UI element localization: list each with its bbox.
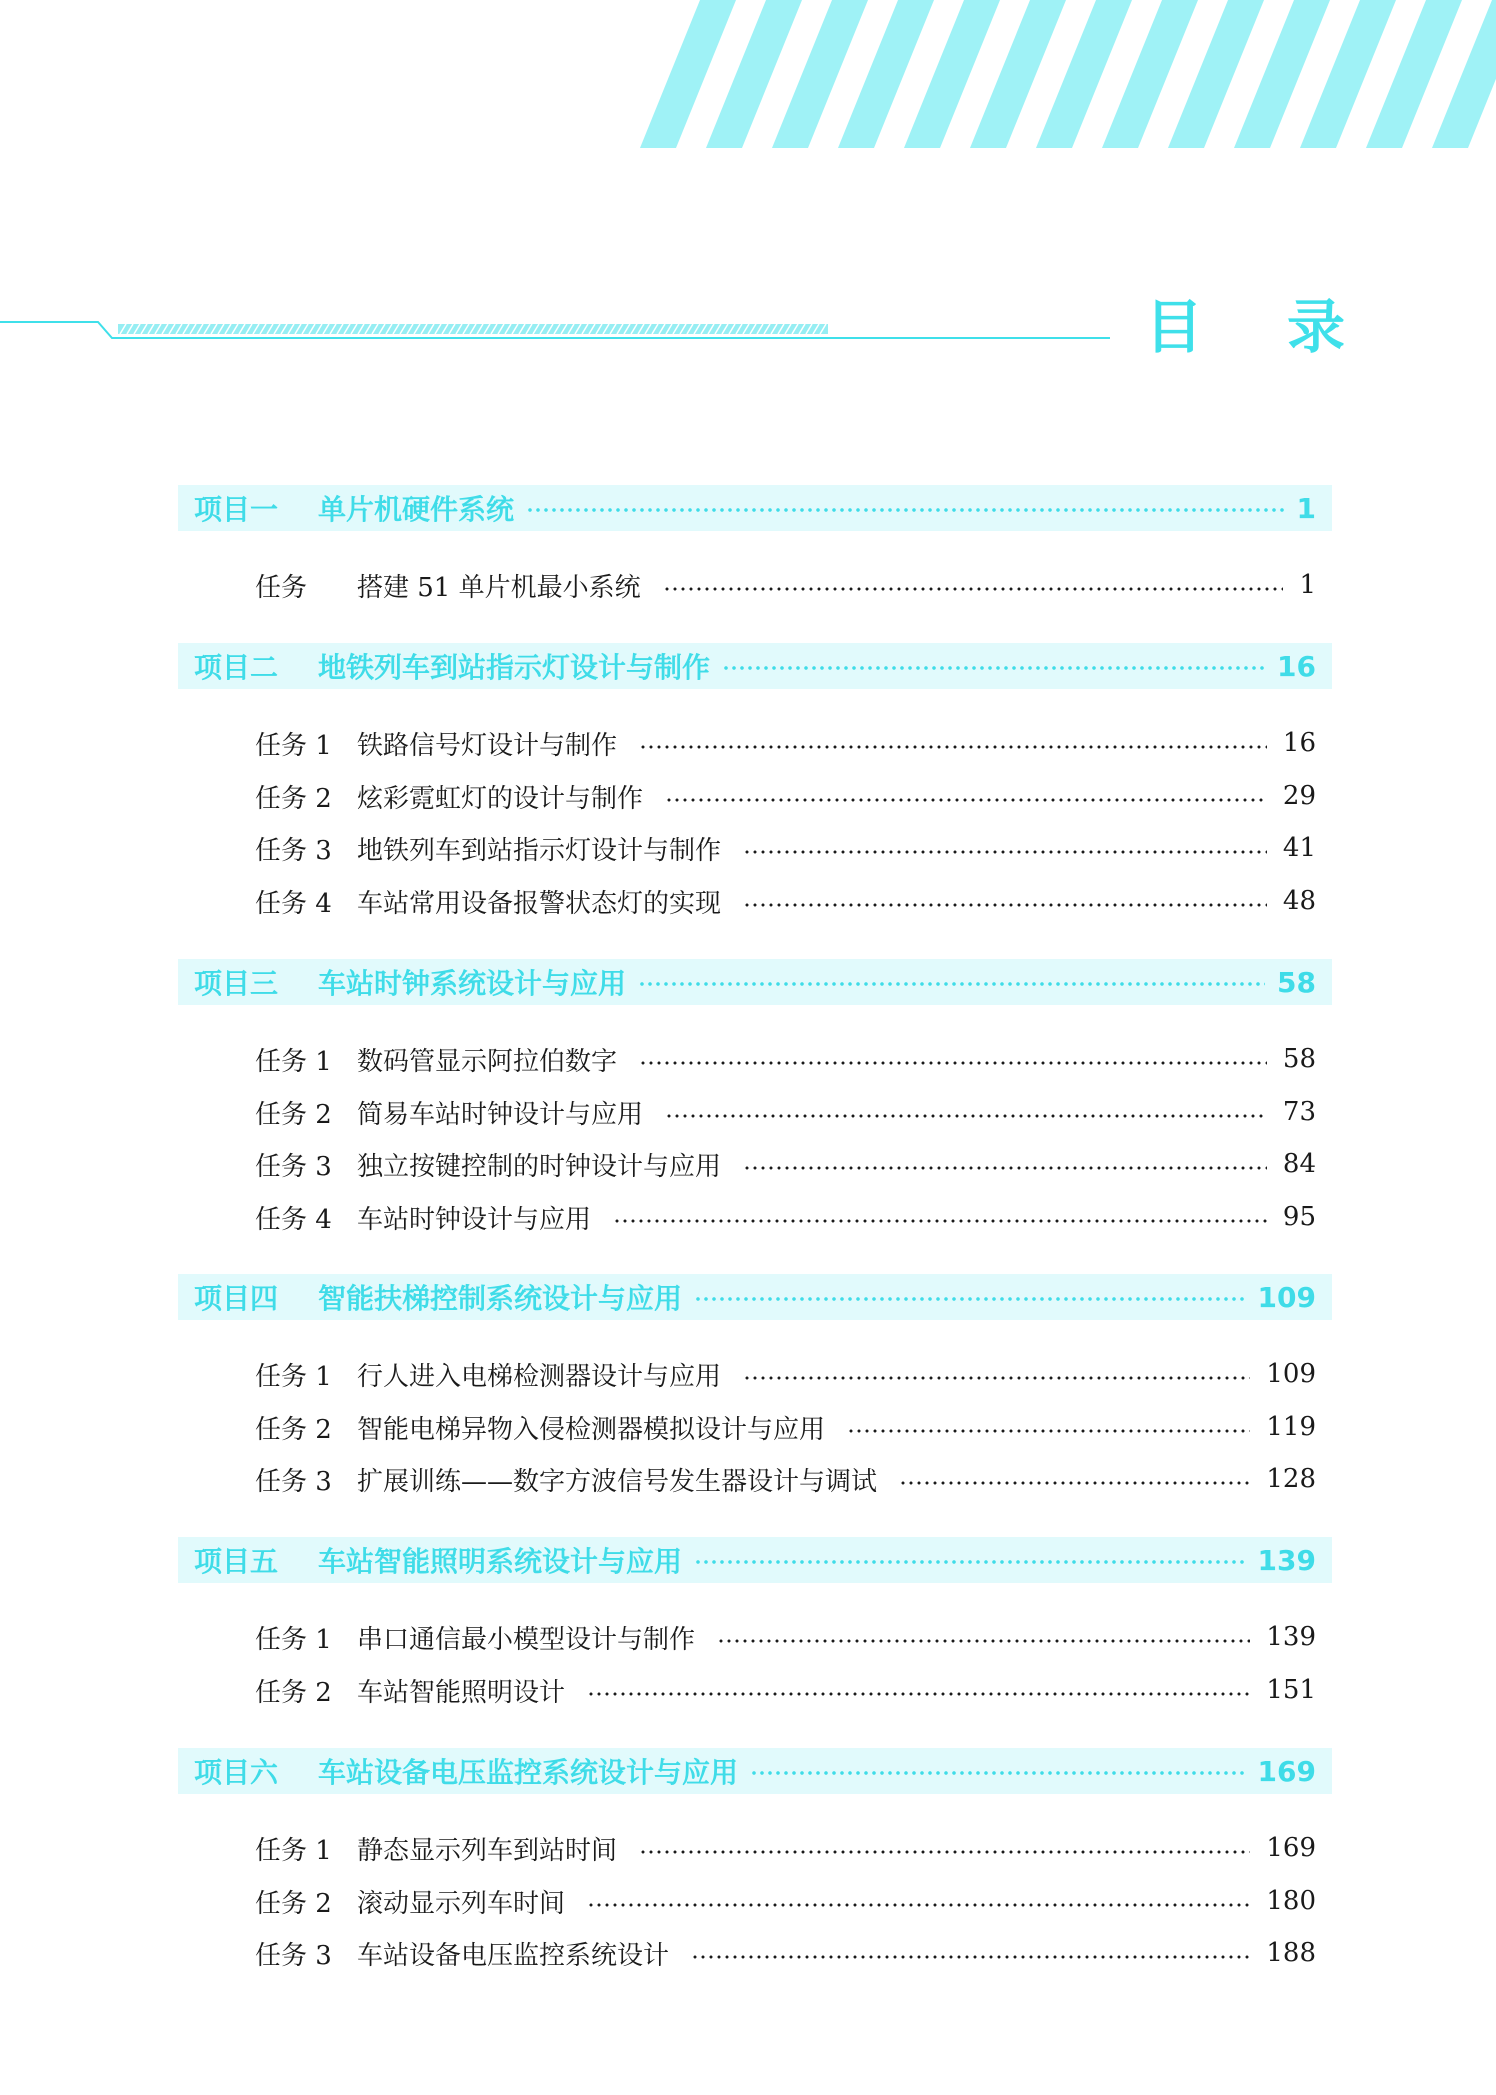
task-number: 任务 3 (255, 1466, 332, 1497)
project-page-number: 139 (1257, 1543, 1316, 1577)
project-number: 项目四 (194, 1282, 279, 1315)
task-title: 数码管显示阿拉伯数字 (357, 1046, 618, 1077)
task-number: 任务 1 (255, 1361, 332, 1392)
task-title: 扩展训练——数字方波信号发生器设计与调试 (357, 1466, 878, 1497)
toc-task-row[interactable] (255, 1092, 1316, 1132)
task-title: 车站设备电压监控系统设计 (357, 1940, 670, 1971)
task-page-number: 151 (1266, 1675, 1316, 1705)
leader-dots (526, 508, 1285, 512)
task-number: 任务 (255, 572, 308, 603)
toc-task-row[interactable] (255, 1617, 1316, 1657)
task-title: 串口通信最小模型设计与制作 (357, 1624, 696, 1655)
task-page-number: 128 (1266, 1464, 1316, 1494)
task-page-number: 16 (1282, 728, 1316, 758)
task-page-number: 95 (1282, 1202, 1316, 1232)
project-number: 项目五 (194, 1545, 279, 1578)
task-title: 简易车站时钟设计与应用 (357, 1099, 644, 1130)
leader-dots (750, 1771, 1246, 1775)
task-page-number: 109 (1266, 1359, 1316, 1389)
leader-dots (743, 903, 1267, 907)
toc-project-row[interactable] (178, 1537, 1332, 1583)
task-title: 铁路信号灯设计与制作 (357, 730, 618, 761)
toc-task-row[interactable] (255, 1881, 1316, 1921)
toc-project-row[interactable] (178, 1274, 1332, 1320)
task-title: 智能电梯异物入侵检测器模拟设计与应用 (357, 1414, 826, 1445)
project-page-number: 169 (1257, 1754, 1316, 1788)
task-page-number: 73 (1282, 1097, 1316, 1127)
leader-dots (587, 1692, 1250, 1696)
task-page-number: 139 (1266, 1622, 1316, 1652)
task-number: 任务 2 (255, 1099, 332, 1130)
toc-task-row[interactable] (255, 1039, 1316, 1079)
toc-title (1145, 292, 1345, 362)
task-number: 任务 4 (255, 1204, 332, 1235)
toc-task-row[interactable] (255, 1459, 1316, 1499)
leader-dots (638, 982, 1265, 986)
toc-title-char: 目 (1145, 293, 1204, 361)
toc-task-row[interactable] (255, 723, 1316, 763)
project-number: 项目一 (194, 493, 279, 526)
leader-dots (691, 1955, 1250, 1959)
task-page-number: 41 (1282, 833, 1316, 863)
task-number: 任务 3 (255, 1940, 332, 1971)
project-title: 车站时钟系统设计与应用 (318, 967, 627, 1000)
toc-task-row[interactable] (255, 1828, 1316, 1868)
task-title: 静态显示列车到站时间 (357, 1835, 618, 1866)
toc-project-row[interactable] (178, 959, 1332, 1005)
task-number: 任务 1 (255, 1624, 332, 1655)
task-title: 滚动显示列车时间 (357, 1888, 566, 1919)
toc-project-row[interactable] (178, 485, 1332, 531)
task-title: 炫彩霓虹灯的设计与制作 (357, 783, 644, 814)
project-page-number: 16 (1277, 649, 1316, 683)
leader-dots (743, 1376, 1250, 1380)
task-title: 独立按键控制的时钟设计与应用 (357, 1151, 722, 1182)
toc-task-row[interactable] (255, 828, 1316, 868)
project-title: 单片机硬件系统 (318, 493, 515, 526)
task-number: 任务 2 (255, 1677, 332, 1708)
project-title: 地铁列车到站指示灯设计与制作 (318, 651, 711, 684)
toc-task-row[interactable] (255, 1670, 1316, 1710)
leader-dots (663, 587, 1284, 591)
toc-task-row[interactable] (255, 1354, 1316, 1394)
task-title: 行人进入电梯检测器设计与应用 (357, 1361, 722, 1392)
task-number: 任务 2 (255, 783, 332, 814)
project-title: 智能扶梯控制系统设计与应用 (318, 1282, 683, 1315)
leader-dots (694, 1560, 1246, 1564)
task-number: 任务 2 (255, 1414, 332, 1445)
leader-dots (665, 1114, 1267, 1118)
task-page-number: 119 (1266, 1412, 1316, 1442)
toc-task-row[interactable] (255, 1407, 1316, 1447)
toc-title-char: 录 (1286, 293, 1345, 361)
task-number: 任务 2 (255, 1888, 332, 1919)
project-title: 车站设备电压监控系统设计与应用 (318, 1756, 739, 1789)
leader-dots (717, 1639, 1250, 1643)
project-number: 项目六 (194, 1756, 279, 1789)
leader-dots (639, 745, 1267, 749)
leader-dots (743, 850, 1267, 854)
task-number: 任务 1 (255, 730, 332, 761)
task-title: 车站时钟设计与应用 (357, 1204, 592, 1235)
task-title: 车站智能照明设计 (357, 1677, 566, 1708)
task-number: 任务 1 (255, 1046, 332, 1077)
task-page-number: 29 (1282, 781, 1316, 811)
project-number: 项目二 (194, 651, 279, 684)
task-page-number: 48 (1282, 886, 1316, 916)
task-number: 任务 3 (255, 835, 332, 866)
leader-dots (665, 798, 1267, 802)
task-title: 搭建 51 单片机最小系统 (357, 572, 641, 603)
leader-dots (639, 1850, 1250, 1854)
toc-task-row[interactable] (255, 565, 1316, 605)
leader-dots (899, 1481, 1250, 1485)
task-title: 车站常用设备报警状态灯的实现 (357, 888, 722, 919)
toc-project-row[interactable] (178, 1748, 1332, 1794)
leader-dots (694, 1297, 1246, 1301)
task-page-number: 169 (1266, 1833, 1316, 1863)
task-page-number: 84 (1282, 1149, 1316, 1179)
task-page-number: 180 (1266, 1886, 1316, 1916)
toc-task-row[interactable] (255, 1933, 1316, 1973)
project-page-number: 58 (1277, 965, 1316, 999)
leader-dots (722, 666, 1265, 670)
task-page-number: 58 (1282, 1044, 1316, 1074)
project-page-number: 1 (1296, 491, 1316, 525)
task-title: 地铁列车到站指示灯设计与制作 (357, 835, 722, 866)
toc-task-row[interactable] (255, 1197, 1316, 1237)
task-number: 任务 4 (255, 888, 332, 919)
task-number: 任务 1 (255, 1835, 332, 1866)
task-page-number: 188 (1266, 1938, 1316, 1968)
leader-dots (743, 1166, 1267, 1170)
leader-dots (587, 1903, 1250, 1907)
project-page-number: 109 (1257, 1280, 1316, 1314)
toc-task-row[interactable] (255, 776, 1316, 816)
task-number: 任务 3 (255, 1151, 332, 1182)
diagonal-stripes (640, 0, 1496, 148)
toc-project-row[interactable] (178, 643, 1332, 689)
toc-task-row[interactable] (255, 1144, 1316, 1184)
leader-dots (613, 1219, 1267, 1223)
leader-dots (847, 1429, 1250, 1433)
project-number: 项目三 (194, 967, 279, 1000)
leader-dots (639, 1061, 1267, 1065)
task-page-number: 1 (1299, 570, 1316, 600)
project-title: 车站智能照明系统设计与应用 (318, 1545, 683, 1578)
toc-task-row[interactable] (255, 881, 1316, 921)
